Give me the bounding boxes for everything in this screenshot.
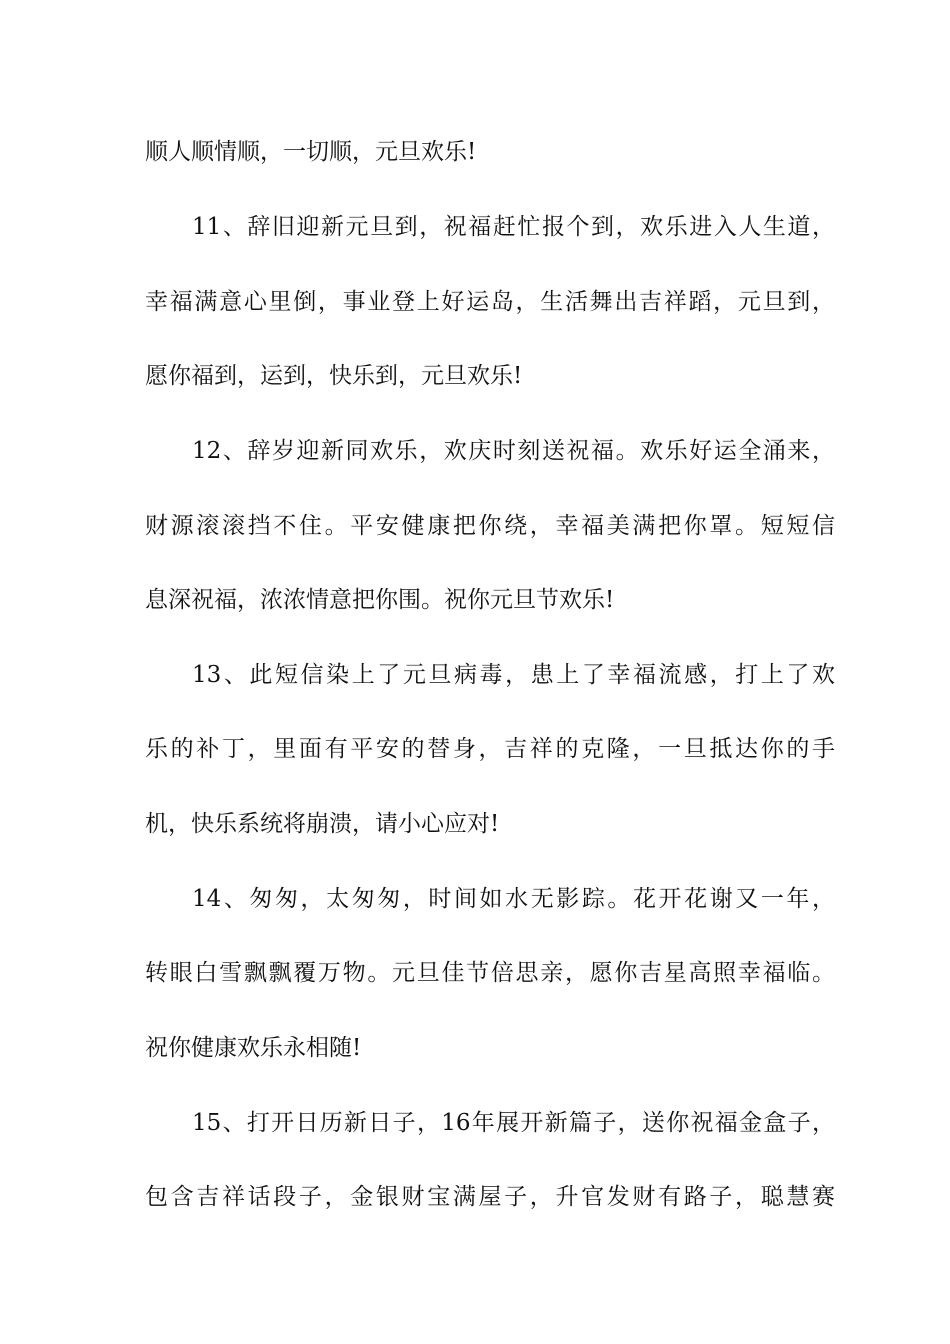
text-line: 包含吉祥话段子，金银财宝满屋子，升官发财有路子，聪慧赛 [145,1184,835,1210]
text-line: 祝你健康欢乐永相随! [145,1035,362,1061]
text-line: 15、打开日历新日子，16年展开新篇子，送你祝福金盒子， [192,1110,835,1136]
text-line: 顺人顺情顺，一切顺，元旦欢乐! [145,139,477,165]
text-line: 息深祝福，浓浓情意把你围。祝你元旦节欢乐! [145,587,615,613]
text-line: 乐的补丁，里面有平安的替身，吉祥的克隆，一旦抵达你的手 [145,736,835,762]
text-line: 14、匆匆，太匆匆，时间如水无影踪。花开花谢又一年， [192,886,835,912]
text-line: 财源滚滚挡不住。平安健康把你绕，幸福美满把你罩。短短信 [145,513,835,539]
text-line: 机，快乐系统将崩溃，请小心应对! [145,811,500,837]
text-line: 12、辞岁迎新同欢乐，欢庆时刻送祝福。欢乐好运全涌来， [192,438,835,464]
text-line: 11、辞旧迎新元旦到，祝福赶忙报个到，欢乐进入人生道， [192,214,835,240]
text-line: 13、此短信染上了元旦病毒，患上了幸福流感，打上了欢 [192,662,835,688]
text-line: 愿你福到，运到，快乐到，元旦欢乐! [145,363,523,389]
text-line: 转眼白雪飘飘覆万物。元旦佳节倍思亲，愿你吉星高照幸福临。 [145,960,835,986]
text-line: 幸福满意心里倒，事业登上好运岛，生活舞出吉祥蹈，元旦到， [145,289,835,315]
